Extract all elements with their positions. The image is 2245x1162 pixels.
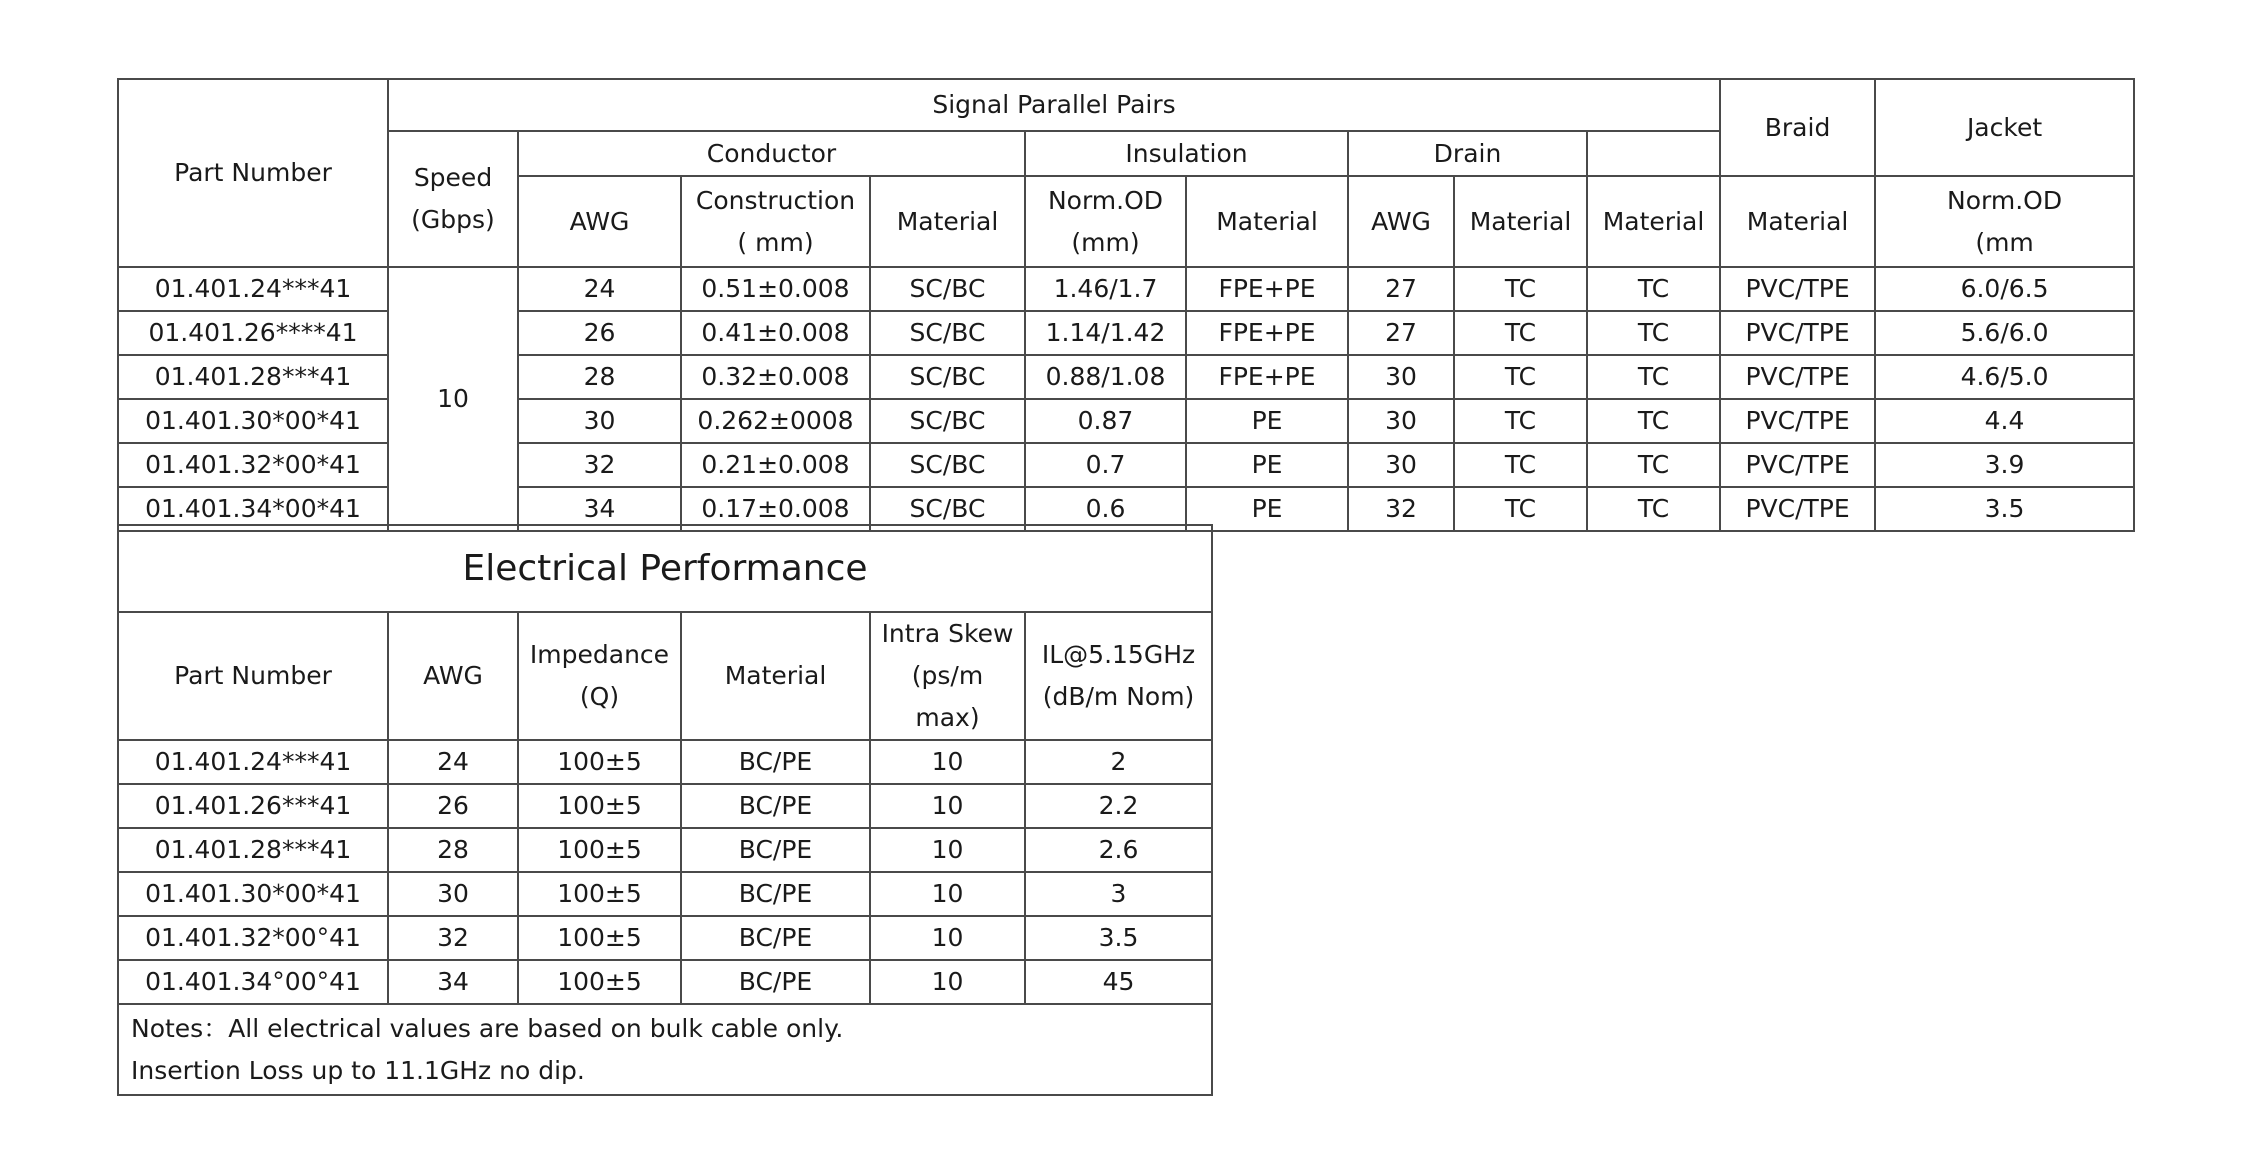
- table-row: [118, 872, 1212, 916]
- awg-cell: 30: [388, 872, 518, 916]
- notes-line-1: Notes：All electrical values are based on bulk cable only.: [131, 1013, 844, 1043]
- jacket-od-cell: 5.6/6.0: [1875, 311, 2134, 355]
- header-speed: [388, 131, 518, 267]
- conductor-awg-cell: 24: [518, 267, 681, 311]
- header-construction-line2: ( mm): [737, 227, 814, 257]
- part-number-cell: 01.401.26***41: [118, 784, 388, 828]
- awg-cell: 26: [388, 784, 518, 828]
- conductor-awg-cell: 34: [518, 487, 681, 531]
- braid-material-cell: TC: [1587, 399, 1720, 443]
- header-drain-material: Material: [1454, 176, 1587, 267]
- drain-awg-cell: 30: [1348, 443, 1454, 487]
- jacket-od-cell: 6.0/6.5: [1875, 267, 2134, 311]
- drain-material-cell: TC: [1454, 487, 1587, 531]
- awg-cell: 24: [388, 740, 518, 784]
- drain-awg-cell: 30: [1348, 399, 1454, 443]
- conductor-material-cell: SC/BC: [870, 443, 1025, 487]
- insertion-loss-cell: 2.2: [1025, 784, 1212, 828]
- header-conductor-material: Material: [870, 176, 1025, 267]
- drain-material-cell: TC: [1454, 443, 1587, 487]
- electrical-performance-table: [117, 524, 1213, 1096]
- perf-header-impedance-line2: (Q): [579, 682, 620, 711]
- insulation-material-cell: PE: [1186, 399, 1348, 443]
- jacket-od-cell: 3.9: [1875, 443, 2134, 487]
- braid-material-cell: TC: [1587, 267, 1720, 311]
- jacket-material-cell: PVC/TPE: [1720, 399, 1875, 443]
- header-braid: Braid: [1720, 79, 1875, 176]
- perf-header-skew: [870, 612, 1025, 740]
- insertion-loss-cell: 3.5: [1025, 916, 1212, 960]
- conductor-awg-cell: 32: [518, 443, 681, 487]
- conductor-material-cell: SC/BC: [870, 487, 1025, 531]
- construction-cell: 0.41±0.008: [681, 311, 870, 355]
- jacket-material-cell: PVC/TPE: [1720, 267, 1875, 311]
- part-number-cell: 01.401.26****41: [118, 311, 388, 355]
- conductor-material-cell: SC/BC: [870, 399, 1025, 443]
- intra-skew-cell: 10: [870, 828, 1025, 872]
- perf-header-skew-line2: (ps/m: [911, 661, 984, 690]
- notes-line-2: Insertion Loss up to 11.1GHz no dip.: [131, 1055, 585, 1085]
- header-jacket-od-line1: Norm.OD: [1947, 185, 2063, 215]
- header-speed-line2: (Gbps): [411, 205, 495, 234]
- part-number-cell: 01.401.24***41: [118, 267, 388, 311]
- header-conductor: Conductor: [518, 131, 1025, 176]
- insulation-od-cell: 1.46/1.7: [1025, 267, 1186, 311]
- insulation-od-cell: 1.14/1.42: [1025, 311, 1186, 355]
- header-jacket-od-line2: (mm: [1975, 227, 2034, 257]
- drain-material-cell: TC: [1454, 267, 1587, 311]
- insulation-od-cell: 0.6: [1025, 487, 1186, 531]
- jacket-material-cell: PVC/TPE: [1720, 311, 1875, 355]
- header-construction: [681, 176, 870, 267]
- construction-cell: 0.32±0.008: [681, 355, 870, 399]
- part-number-cell: 01.401.32*00*41: [118, 443, 388, 487]
- intra-skew-cell: 10: [870, 872, 1025, 916]
- material-cell: BC/PE: [681, 828, 870, 872]
- perf-notes-section: [118, 1004, 1212, 1095]
- insulation-od-cell: 0.87: [1025, 399, 1186, 443]
- conductor-material-cell: SC/BC: [870, 355, 1025, 399]
- header-insulation-od-line2: (mm): [1071, 227, 1140, 257]
- header-insulation: Insulation: [1025, 131, 1348, 176]
- header-conductor-awg: AWG: [518, 176, 681, 267]
- jacket-material-cell: PVC/TPE: [1720, 487, 1875, 531]
- construction-cell: 0.17±0.008: [681, 487, 870, 531]
- conductor-awg-cell: 26: [518, 311, 681, 355]
- jacket-material-cell: PVC/TPE: [1720, 355, 1875, 399]
- header-insulation-od: [1025, 176, 1186, 267]
- speed-value-cell: 10: [388, 267, 518, 531]
- insulation-material-cell: FPE+PE: [1186, 355, 1348, 399]
- insertion-loss-cell: 2.6: [1025, 828, 1212, 872]
- impedance-cell: 100±5: [518, 960, 681, 1004]
- material-cell: BC/PE: [681, 960, 870, 1004]
- perf-header-insertion-loss: [1025, 612, 1212, 740]
- insulation-material-cell: FPE+PE: [1186, 311, 1348, 355]
- table-row: [118, 828, 1212, 872]
- impedance-cell: 100±5: [518, 740, 681, 784]
- perf-header-impedance-line1: Impedance: [529, 640, 670, 669]
- drain-awg-cell: 27: [1348, 267, 1454, 311]
- material-cell: BC/PE: [681, 784, 870, 828]
- table-row: [118, 916, 1212, 960]
- construction-cell: 0.262±0008: [681, 399, 870, 443]
- conductor-awg-cell: 30: [518, 399, 681, 443]
- perf-header-impedance: [518, 612, 681, 740]
- perf-header-il-line1: IL@5.15GHz: [1041, 640, 1196, 669]
- material-cell: BC/PE: [681, 740, 870, 784]
- header-jacket: Jacket: [1875, 79, 2134, 176]
- construction-cell: 0.51±0.008: [681, 267, 870, 311]
- header-insulation-material: Material: [1186, 176, 1348, 267]
- insulation-material-cell: PE: [1186, 487, 1348, 531]
- awg-cell: 28: [388, 828, 518, 872]
- intra-skew-cell: 10: [870, 784, 1025, 828]
- perf-header-skew-line1: Intra Skew: [881, 619, 1014, 648]
- drain-awg-cell: 27: [1348, 311, 1454, 355]
- construction-cell: 0.21±0.008: [681, 443, 870, 487]
- table-row: [118, 784, 1212, 828]
- perf-header: [118, 525, 1212, 740]
- header-signal-parallel-pairs: Signal Parallel Pairs: [388, 79, 1720, 131]
- spec-body: [118, 267, 2134, 531]
- impedance-cell: 100±5: [518, 784, 681, 828]
- conductor-material-cell: SC/BC: [870, 311, 1025, 355]
- jacket-od-cell: 4.4: [1875, 399, 2134, 443]
- intra-skew-cell: 10: [870, 916, 1025, 960]
- drain-awg-cell: 32: [1348, 487, 1454, 531]
- conductor-material-cell: SC/BC: [870, 267, 1025, 311]
- part-number-cell: 01.401.30*00*41: [118, 399, 388, 443]
- impedance-cell: 100±5: [518, 916, 681, 960]
- header-part-number: Part Number: [118, 79, 388, 267]
- perf-header-il-line2: (dB/m Nom): [1042, 682, 1195, 711]
- insulation-od-cell: 0.7: [1025, 443, 1186, 487]
- header-insulation-od-line1: Norm.OD: [1047, 185, 1164, 215]
- awg-cell: 32: [388, 916, 518, 960]
- cable-spec-table: [117, 78, 2135, 532]
- jacket-material-cell: PVC/TPE: [1720, 443, 1875, 487]
- header-braid-material: Material: [1587, 176, 1720, 267]
- header-drain-awg: AWG: [1348, 176, 1454, 267]
- conductor-awg-cell: 28: [518, 355, 681, 399]
- material-cell: BC/PE: [681, 916, 870, 960]
- part-number-cell: 01.401.34°00°41: [118, 960, 388, 1004]
- part-number-cell: 01.401.30*00*41: [118, 872, 388, 916]
- table-row: [118, 960, 1212, 1004]
- braid-material-cell: TC: [1587, 311, 1720, 355]
- jacket-od-cell: 4.6/5.0: [1875, 355, 2134, 399]
- header-jacket-material: Material: [1720, 176, 1875, 267]
- perf-body: [118, 740, 1212, 1004]
- jacket-od-cell: 3.5: [1875, 487, 2134, 531]
- material-cell: BC/PE: [681, 872, 870, 916]
- insertion-loss-cell: 2: [1025, 740, 1212, 784]
- part-number-cell: 01.401.24***41: [118, 740, 388, 784]
- drain-awg-cell: 30: [1348, 355, 1454, 399]
- header-construction-line1: Construction: [695, 185, 856, 215]
- insulation-material-cell: FPE+PE: [1186, 267, 1348, 311]
- awg-cell: 34: [388, 960, 518, 1004]
- part-number-cell: 01.401.28***41: [118, 355, 388, 399]
- spec-header: [118, 79, 2134, 267]
- impedance-cell: 100±5: [518, 828, 681, 872]
- part-number-cell: 01.401.28***41: [118, 828, 388, 872]
- perf-title: Electrical Performance: [118, 525, 1212, 612]
- braid-material-cell: TC: [1587, 355, 1720, 399]
- perf-header-part-number: Part Number: [118, 612, 388, 740]
- insulation-material-cell: PE: [1186, 443, 1348, 487]
- part-number-cell: 01.401.34*00*41: [118, 487, 388, 531]
- header-speed-line1: Speed: [413, 163, 493, 192]
- insertion-loss-cell: 45: [1025, 960, 1212, 1004]
- table-row: [118, 740, 1212, 784]
- insulation-od-cell: 0.88/1.08: [1025, 355, 1186, 399]
- braid-material-cell: TC: [1587, 487, 1720, 531]
- part-number-cell: 01.401.32*00°41: [118, 916, 388, 960]
- perf-header-awg: AWG: [388, 612, 518, 740]
- drain-material-cell: TC: [1454, 399, 1587, 443]
- impedance-cell: 100±5: [518, 872, 681, 916]
- perf-header-material: Material: [681, 612, 870, 740]
- drain-material-cell: TC: [1454, 311, 1587, 355]
- drain-material-cell: TC: [1454, 355, 1587, 399]
- table-row: [118, 267, 2134, 311]
- insertion-loss-cell: 3: [1025, 872, 1212, 916]
- header-drain: Drain: [1348, 131, 1587, 176]
- intra-skew-cell: 10: [870, 960, 1025, 1004]
- header-jacket-od: [1875, 176, 2134, 267]
- braid-material-cell: TC: [1587, 443, 1720, 487]
- perf-header-skew-line3: max): [915, 703, 980, 732]
- intra-skew-cell: 10: [870, 740, 1025, 784]
- notes: [118, 1004, 1212, 1095]
